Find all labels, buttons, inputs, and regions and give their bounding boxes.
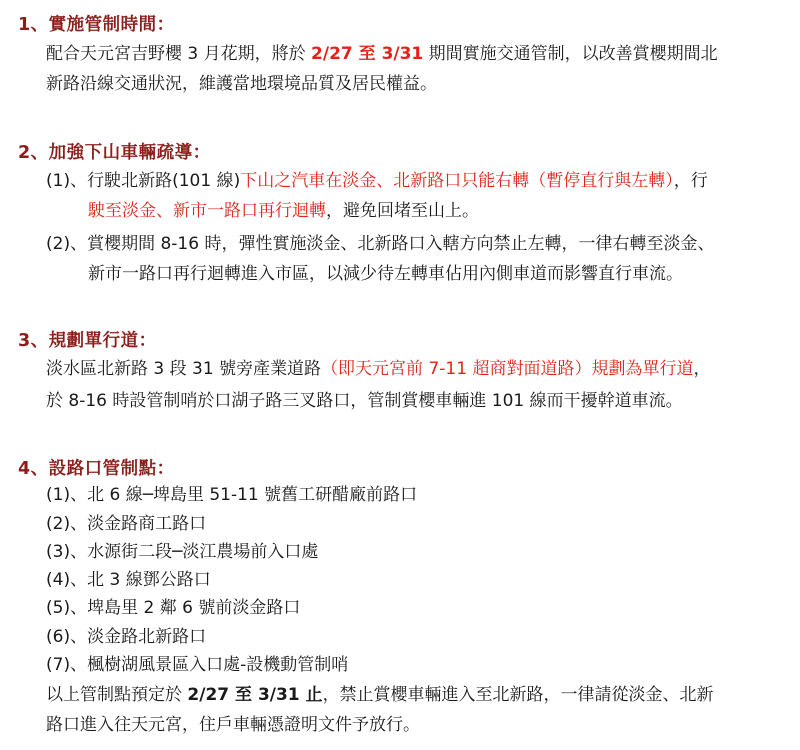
section-4-heading: 4、設路口管制點：: [18, 459, 175, 479]
control-point-item: (6)、淡金路北新路口: [46, 627, 207, 647]
section-2-heading: 2、加強下山車輛疏導：: [18, 143, 211, 163]
section-4-footer-line-1: 以上管制點預定於 2/27 至 3/31 止，禁止賞櫻車輛進入至北新路，一律請從淡金、北新: [46, 685, 714, 705]
section-3-line-2: 於 8-16 時設管制哨於口湖子路三叉路口，管制賞櫻車輛進 101 線而干擾幹道車流。: [46, 391, 683, 411]
section-2-item-1-highlight-2: 駛至淡金、新市一路口再行迴轉: [88, 201, 326, 221]
control-point-item: (5)、埤島里 2 鄰 6 號前淡金路口: [46, 598, 301, 618]
control-point-item: (1)、北 6 線─埤島里 51-11 號舊工研醋廠前路口: [46, 485, 418, 505]
section-2-item-1-line-2: 駛至淡金、新市一路口再行迴轉，避免回堵至山上。: [88, 201, 479, 221]
section-3-line-1: 淡水區北新路 3 段 31 號旁產業道路（即天元宮前 7-11 超商對面道路）規劃為單行道，: [46, 359, 711, 379]
section-2-item-2-line-2: 新市一路口再行迴轉進入市區，以減少待左轉車佔用內側車道而影響直行車流。: [88, 264, 683, 284]
section-1-line-1: 配合天元宮吉野櫻 3 月花期，將於 2/27 至 3/31 期間實施交通管制，以改善賞櫻期間北: [46, 44, 718, 64]
section-1-heading: 1、實施管制時間：: [18, 15, 175, 35]
section-1-date-range: 2/27 至 3/31: [311, 44, 424, 64]
control-point-item: (2)、淡金路商工路口: [46, 514, 207, 534]
control-point-item: (3)、水源街二段─淡江農場前入口處: [46, 542, 319, 562]
section-4-footer-line-2: 路口進入往天元宮，住戶車輛憑證明文件予放行。: [46, 715, 420, 735]
section-3-highlight: （即天元宮前 7-11 超商對面道路）規劃為單行道: [321, 359, 694, 379]
section-1-line-2: 新路沿線交通狀況，維護當地環境品質及居民權益。: [46, 74, 437, 94]
section-2-item-1-highlight: 下山之汽車在淡金、北新路口只能右轉（暫停直行與左轉）: [240, 171, 674, 191]
section-3-heading: 3、規劃單行道：: [18, 331, 157, 351]
section-2-item-2-line-1: (2)、賞櫻期間 8-16 時，彈性實施淡金、北新路口入轄方向禁止左轉，一律右轉至淡金、: [46, 234, 715, 254]
section-2-item-1-line-1: (1)、行駛北新路(101 線)下山之汽車在淡金、北新路口只能右轉（暫停直行與左轉），行: [46, 171, 708, 191]
control-point-item: (4)、北 3 線鄧公路口: [46, 570, 211, 590]
control-point-item: (7)、楓樹湖風景區入口處-設機動管制哨: [46, 655, 349, 675]
section-4-date-range: 2/27 至 3/31 止: [187, 685, 323, 705]
